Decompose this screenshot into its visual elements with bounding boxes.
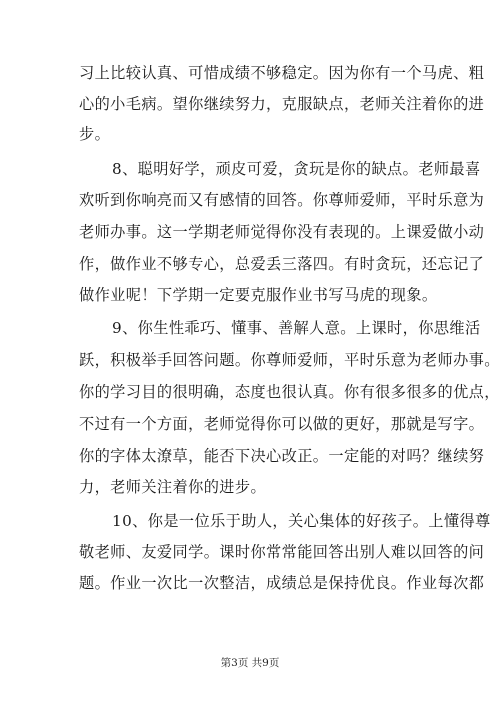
body-line: 做作业呢！下学期一定要克服作业书写马虎的现象。 bbox=[79, 286, 438, 304]
body-line: 题。作业一次比一次整洁，成绩总是保持优良。作业每次都 bbox=[79, 574, 485, 592]
page-number-footer: 第3页 共9页 bbox=[220, 657, 280, 669]
paragraph-8-first-line: 8、聪明好学，顽皮可爱，贪玩是你的缺点。老师最喜 bbox=[112, 160, 481, 178]
body-line: 作，做作业不够专心，总爱丢三落四。有时贪玩，还忘记了 bbox=[79, 255, 485, 273]
body-line: 力，老师关注着你的进步。 bbox=[79, 478, 267, 496]
body-line: 习上比较认真、可惜成绩不够稳定。因为你有一个马虎、粗 bbox=[79, 64, 485, 82]
paragraph-10-first-line: 10、你是一位乐于助人，关心集体的好孩子。上懂得尊 bbox=[112, 512, 491, 530]
body-line: 心的小毛病。望你继续努力，克服缺点，老师关注着你的进 bbox=[79, 95, 485, 113]
body-line: 步。 bbox=[79, 125, 111, 143]
body-line: 你的学习目的很明确，态度也很认真。你有很多很多的优点， bbox=[79, 383, 500, 401]
body-line: 不过有一个方面，老师觉得你可以做的更好，那就是写字。 bbox=[79, 415, 485, 433]
body-line: 跃，积极举手回答问题。你尊师爱师，平时乐意为老师办事。 bbox=[79, 351, 500, 369]
body-line: 欢听到你响亮而又有感情的回答。你尊师爱师，平时乐意为 bbox=[79, 191, 485, 209]
body-line: 你的字体太潦草，能否下决心改正。一定能的对吗？继续努 bbox=[79, 447, 485, 465]
paragraph-9-first-line: 9、你生性乖巧、懂事、善解人意。上课时，你思维活 bbox=[112, 319, 481, 337]
body-line: 老师办事。这一学期老师觉得你没有表现的。上课爱做小动 bbox=[79, 223, 485, 241]
body-line: 敬老师、友爱同学。课时你常常能回答出别人难以回答的问 bbox=[79, 543, 485, 561]
